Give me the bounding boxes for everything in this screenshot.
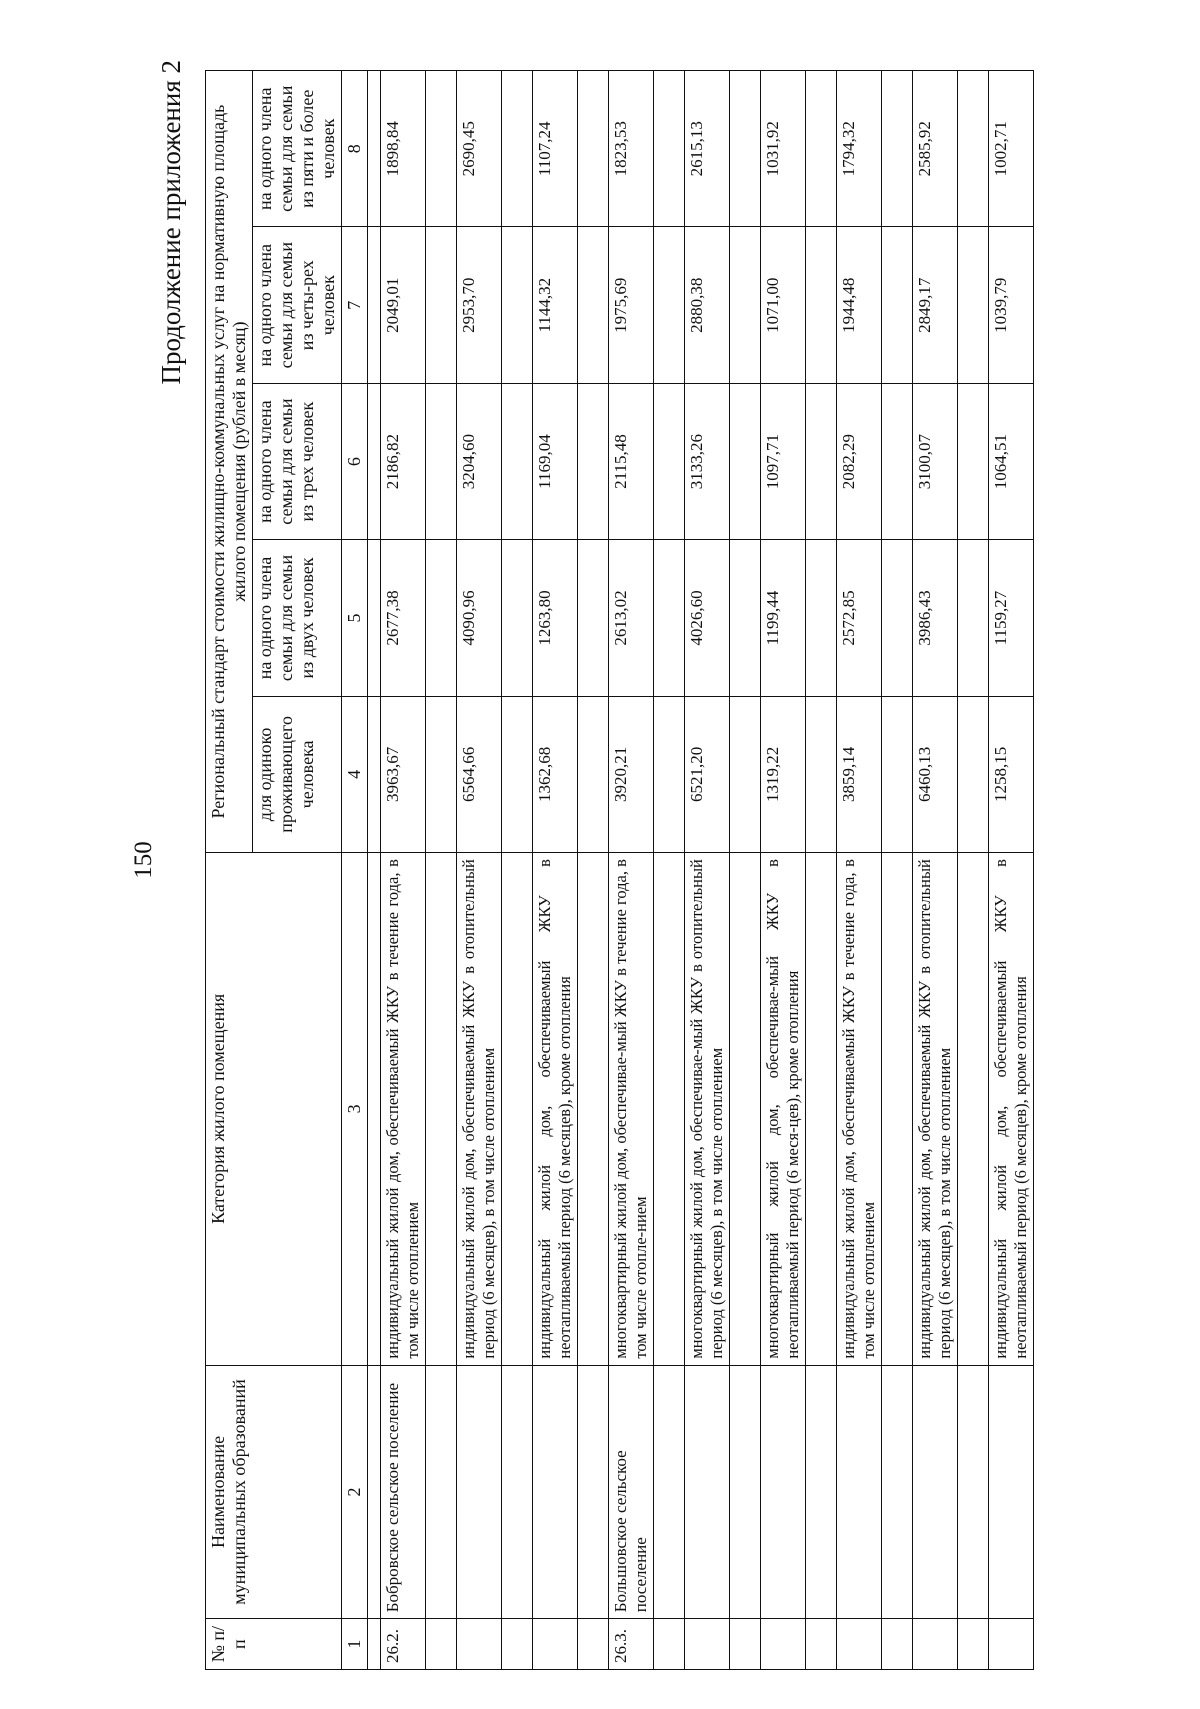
spacer-cell (882, 853, 913, 1366)
municipality-name (913, 1365, 958, 1619)
spacer-cell (730, 696, 761, 852)
spacer-cell (806, 540, 837, 696)
spacer-cell (882, 227, 913, 383)
col-number: 6 (342, 383, 368, 539)
standard-value: 4026,60 (685, 540, 730, 696)
spacer-cell (654, 540, 685, 696)
standard-value: 3204,60 (457, 383, 502, 539)
standard-value: 2572,85 (837, 540, 882, 696)
standard-value: 1097,71 (761, 383, 806, 539)
spacer-cell (730, 71, 761, 227)
spacer-cell (368, 1619, 381, 1670)
standard-value: 1823,53 (609, 71, 654, 227)
standard-value: 1064,51 (989, 383, 1034, 539)
spacer-cell (958, 696, 989, 852)
row-spacer (806, 71, 837, 1670)
standard-value: 1794,32 (837, 71, 882, 227)
spacer-cell (368, 71, 381, 227)
spacer-cell (502, 540, 533, 696)
spacer-cell (654, 71, 685, 227)
spacer-cell (730, 383, 761, 539)
standard-value: 2585,92 (913, 71, 958, 227)
table-row (381, 71, 426, 1670)
standard-value: 2115,48 (609, 383, 654, 539)
standard-value: 2615,13 (685, 71, 730, 227)
row-spacer (730, 71, 761, 1670)
standard-value: 2049,01 (381, 227, 426, 383)
spacer-cell (426, 1365, 457, 1619)
row-spacer (502, 71, 533, 1670)
housing-category: индивидуальный жилой дом, обеспечиваемый ЖКУ в отопительный период (6 месяцев), в том числе отоплением (457, 853, 502, 1366)
spacer-cell (730, 853, 761, 1366)
spacer-cell (958, 853, 989, 1366)
standard-value: 2677,38 (381, 540, 426, 696)
spacer-cell (882, 540, 913, 696)
spacer-cell (806, 71, 837, 227)
standard-value: 1898,84 (381, 71, 426, 227)
spacer-cell (958, 1619, 989, 1670)
table-row (533, 71, 578, 1670)
spacer-cell (578, 227, 609, 383)
standard-value: 2953,70 (457, 227, 502, 383)
housing-category: многоквартирный жилой дом, обеспечивае-мый ЖКУ в течение года, в том числе отопле-нием (609, 853, 654, 1366)
spacer-cell (578, 853, 609, 1366)
standard-value: 1362,68 (533, 696, 578, 852)
col-number: 7 (342, 227, 368, 383)
standard-value: 1199,44 (761, 540, 806, 696)
row-spacer (578, 71, 609, 1670)
standard-value: 1975,69 (609, 227, 654, 383)
standard-value: 3133,26 (685, 383, 730, 539)
spacer-cell (426, 71, 457, 227)
municipality-name (685, 1365, 730, 1619)
standard-value: 6564,66 (457, 696, 502, 852)
spacer-cell (882, 71, 913, 227)
standard-value: 3100,07 (913, 383, 958, 539)
standard-value: 1002,71 (989, 71, 1034, 227)
table-row (457, 71, 502, 1670)
spacer-cell (578, 540, 609, 696)
row-spacer (882, 71, 913, 1670)
spacer-cell (502, 853, 533, 1366)
housing-category: индивидуальный жилой дом, обеспечиваемый ЖКУ в неотапливаемый период (6 месяцев), кроме отопления (989, 853, 1034, 1366)
spacer-cell (654, 696, 685, 852)
spacer-cell (578, 1365, 609, 1619)
table-row (837, 71, 882, 1670)
spacer-cell (426, 1619, 457, 1670)
spacer-cell (958, 1365, 989, 1619)
spacer-cell (426, 227, 457, 383)
col-number: 5 (342, 540, 368, 696)
table-body (368, 71, 1034, 1670)
spacer-cell (654, 853, 685, 1366)
spacer-cell (654, 227, 685, 383)
spacer-cell (730, 540, 761, 696)
spacer-cell (368, 227, 381, 383)
col-number: 1 (342, 1619, 368, 1670)
col-number: 4 (342, 696, 368, 852)
standard-value: 3920,21 (609, 696, 654, 852)
spacer-cell (882, 383, 913, 539)
standard-value: 3859,14 (837, 696, 882, 852)
standard-value: 1071,00 (761, 227, 806, 383)
spacer-cell (426, 540, 457, 696)
col-number: 2 (342, 1365, 368, 1619)
standard-value: 2880,38 (685, 227, 730, 383)
tariff-table (205, 70, 1034, 1670)
row-spacer (368, 71, 381, 1670)
spacer-cell (368, 696, 381, 852)
header-num: № п/п (206, 1619, 342, 1670)
standard-value: 1319,22 (761, 696, 806, 852)
standard-value: 6460,13 (913, 696, 958, 852)
row-index (989, 1619, 1034, 1670)
spacer-cell (958, 71, 989, 227)
spacer-cell (958, 227, 989, 383)
standard-value: 3986,43 (913, 540, 958, 696)
spacer-cell (806, 853, 837, 1366)
spacer-cell (426, 853, 457, 1366)
table-row (989, 71, 1034, 1670)
standard-value: 1159,27 (989, 540, 1034, 696)
standard-value: 1258,15 (989, 696, 1034, 852)
spacer-cell (806, 696, 837, 852)
standard-value: 2186,82 (381, 383, 426, 539)
standard-value: 1944,48 (837, 227, 882, 383)
housing-category: индивидуальный жилой дом, обеспечиваемый ЖКУ в неотапливаемый период (6 месяцев), кроме отопления (533, 853, 578, 1366)
header-c6: на одного члена семьи для семьи из трех человек (253, 383, 342, 539)
standard-value: 1031,92 (761, 71, 806, 227)
spacer-cell (502, 227, 533, 383)
row-spacer (426, 71, 457, 1670)
spacer-cell (958, 540, 989, 696)
document-sheet (30, 40, 1170, 1680)
column-number-row (342, 71, 368, 1670)
header-c8: на одного члена семьи для семьи из пяти и более человек (253, 71, 342, 227)
standard-value: 1039,79 (989, 227, 1034, 383)
standard-value: 6521,20 (685, 696, 730, 852)
spacer-cell (502, 1365, 533, 1619)
header-c7: на одного члена семьи для семьи из четы-рех человек (253, 227, 342, 383)
spacer-cell (882, 1619, 913, 1670)
spacer-cell (730, 1365, 761, 1619)
table-row (761, 71, 806, 1670)
row-index (533, 1619, 578, 1670)
standard-value: 4090,96 (457, 540, 502, 696)
row-spacer (654, 71, 685, 1670)
standard-value: 1169,04 (533, 383, 578, 539)
col-number: 8 (342, 71, 368, 227)
spacer-cell (502, 383, 533, 539)
spacer-cell (806, 227, 837, 383)
spacer-cell (730, 1619, 761, 1670)
row-index (685, 1619, 730, 1670)
spacer-cell (578, 383, 609, 539)
spacer-cell (368, 540, 381, 696)
header-name: Наименование муниципальных образований (206, 1365, 342, 1619)
spacer-cell (654, 1365, 685, 1619)
table-row (609, 71, 654, 1670)
housing-category: индивидуальный жилой дом, обеспечиваемый ЖКУ в течение года, в том числе отоплением (381, 853, 426, 1366)
municipality-name (989, 1365, 1034, 1619)
spacer-cell (502, 71, 533, 227)
spacer-cell (806, 1365, 837, 1619)
spacer-cell (958, 383, 989, 539)
row-index (457, 1619, 502, 1670)
spacer-cell (502, 696, 533, 852)
municipality-name (533, 1365, 578, 1619)
header-c4: для одиноко проживающего человека (253, 696, 342, 852)
spacer-cell (426, 696, 457, 852)
standard-value: 2690,45 (457, 71, 502, 227)
spacer-cell (882, 696, 913, 852)
header-category: Категория жилого помещения (206, 853, 342, 1366)
spacer-cell (578, 71, 609, 227)
row-index: 26.3. (609, 1619, 654, 1670)
standard-value: 1144,32 (533, 227, 578, 383)
row-index (913, 1619, 958, 1670)
spacer-cell (806, 383, 837, 539)
page-number: 150 (130, 841, 157, 879)
standard-value: 2082,29 (837, 383, 882, 539)
spacer-cell (578, 1619, 609, 1670)
row-index: 26.2. (381, 1619, 426, 1670)
row-spacer (958, 71, 989, 1670)
spacer-cell (730, 227, 761, 383)
housing-category: индивидуальный жилой дом, обеспечиваемый ЖКУ в течение года, в том числе отоплением (837, 853, 882, 1366)
housing-category: многоквартирный жилой дом, обеспечивае-мый ЖКУ в неотапливаемый период (6 меся-цев), кроме отопления (761, 853, 806, 1366)
spacer-cell (654, 1619, 685, 1670)
standard-value: 3963,67 (381, 696, 426, 852)
spacer-cell (368, 853, 381, 1366)
spacer-cell (368, 383, 381, 539)
standard-value: 1263,80 (533, 540, 578, 696)
spacer-cell (578, 696, 609, 852)
spacer-cell (654, 383, 685, 539)
municipality-name (761, 1365, 806, 1619)
spacer-cell (806, 1619, 837, 1670)
municipality-name (457, 1365, 502, 1619)
row-index (761, 1619, 806, 1670)
municipality-name: Бобровское сельское поселение (381, 1365, 426, 1619)
appendix-title: Продолжение приложения 2 (156, 60, 186, 385)
standard-value: 2849,17 (913, 227, 958, 383)
housing-category: индивидуальный жилой дом, обеспечиваемый ЖКУ в отопительный период (6 месяцев), в том числе отоплением (913, 853, 958, 1366)
table-row (685, 71, 730, 1670)
col-number: 3 (342, 853, 368, 1366)
spacer-cell (368, 1365, 381, 1619)
header-c5: на одного члена семьи для семьи из двух человек (253, 540, 342, 696)
municipality-name (837, 1365, 882, 1619)
spacer-cell (882, 1365, 913, 1619)
header-row-1 (206, 71, 253, 1670)
spacer-cell (426, 383, 457, 539)
standard-value: 2613,02 (609, 540, 654, 696)
table-row (913, 71, 958, 1670)
spacer-cell (502, 1619, 533, 1670)
header-standard: Региональный стандарт стоимости жилищно-коммунальных услуг на нормативную площадь жилого помещения (рублей в месяц) (206, 71, 253, 853)
standard-value: 1107,24 (533, 71, 578, 227)
row-index (837, 1619, 882, 1670)
municipality-name: Большовское сельское поселение (609, 1365, 654, 1619)
housing-category: многоквартирный жилой дом, обеспечивае-мый ЖКУ в отопительный период (6 месяцев), в том числе отоплением (685, 853, 730, 1366)
